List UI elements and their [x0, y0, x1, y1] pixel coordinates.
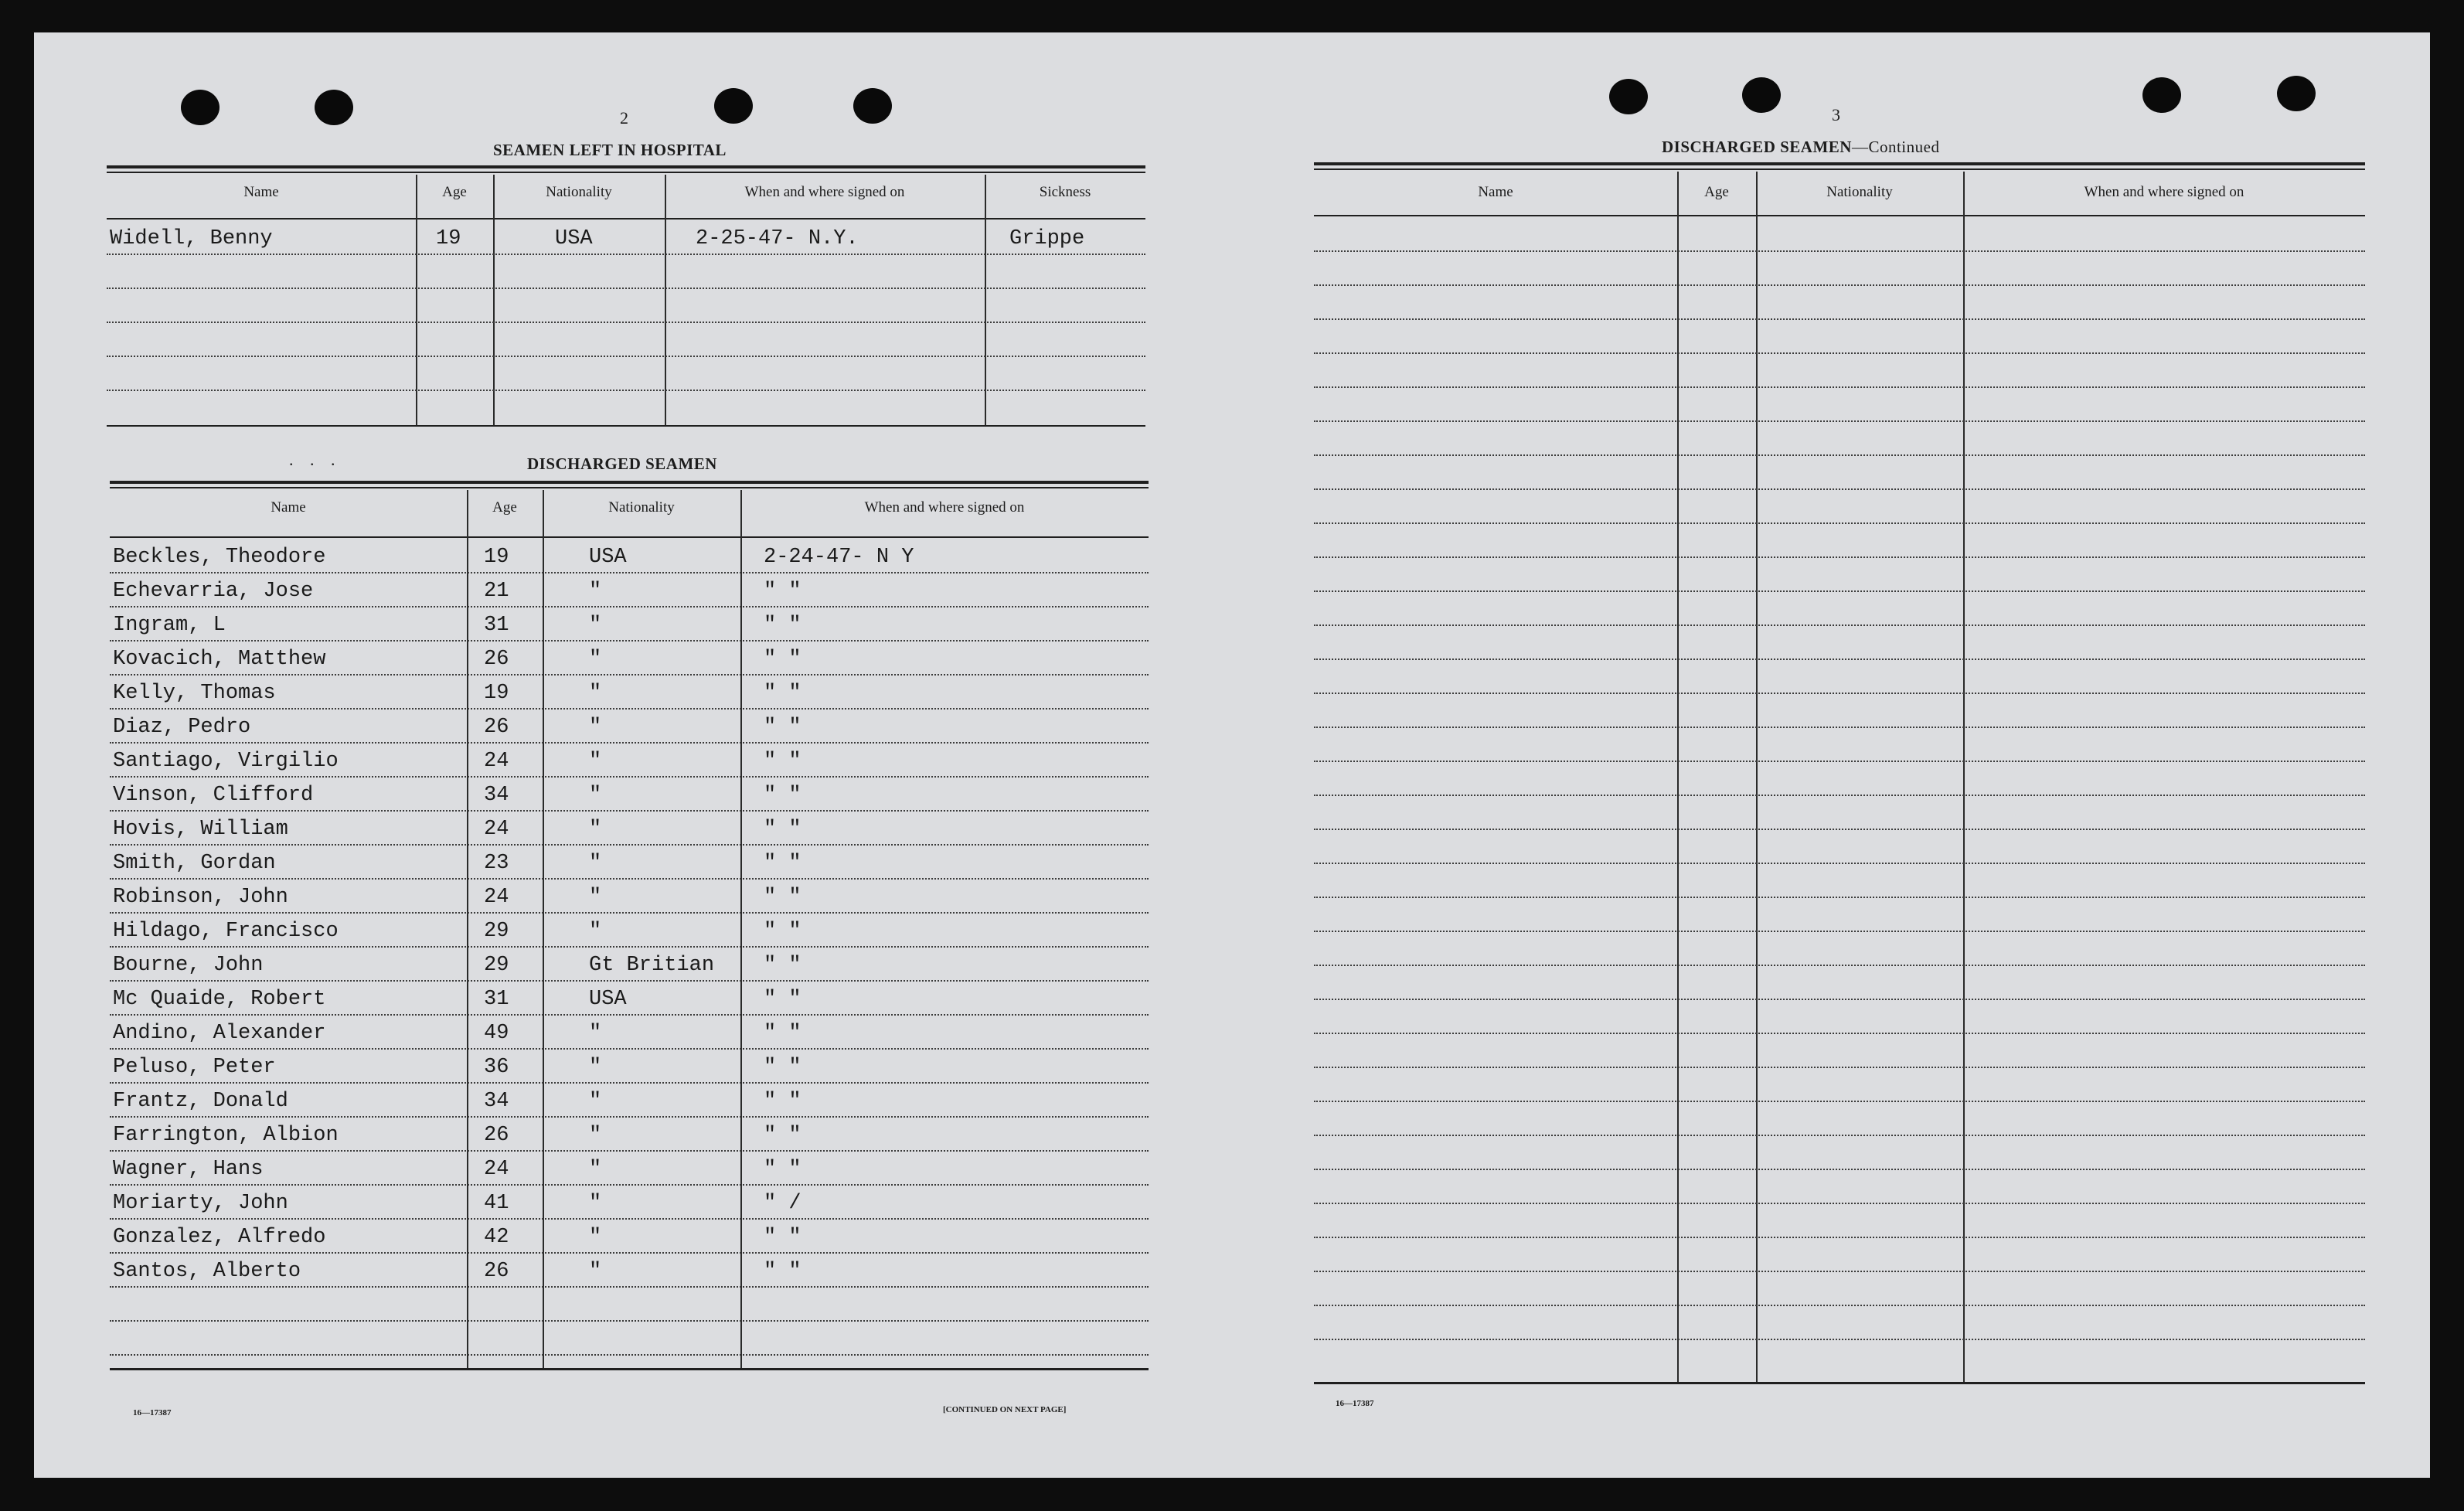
column-header-when-and-where-signed-on: When and where signed on: [2084, 184, 2244, 200]
ruled-line: [1314, 250, 2365, 252]
cell-signed-on: " ": [764, 988, 801, 1011]
cell-signed-on: " ": [764, 1226, 801, 1249]
page-number-left: 2: [620, 108, 628, 128]
cell-age: 19: [484, 682, 509, 705]
ruled-line: [110, 1218, 1149, 1220]
cell-nationality: ": [589, 614, 602, 637]
hospital-top-rule: [107, 165, 1145, 168]
cell-age: 24: [484, 750, 509, 773]
ruled-line: [110, 1150, 1149, 1152]
cell-age: 19: [484, 546, 509, 569]
ruled-line: [1314, 1169, 2365, 1170]
column-header-age: Age: [492, 499, 517, 516]
cell-nationality: ": [589, 1192, 602, 1215]
punch-hole: [181, 90, 220, 125]
cell-signed-on: " ": [764, 1124, 801, 1147]
ruled-line: [110, 844, 1149, 846]
discharged-bottom-rule: [110, 1368, 1149, 1370]
ruled-line: [110, 1320, 1149, 1322]
cell-nationality: ": [589, 716, 602, 739]
column-divider: [467, 490, 468, 1368]
cell-signed-on: 2-25-47- N.Y.: [696, 227, 859, 250]
cell-name: Kelly, Thomas: [113, 682, 276, 705]
cell-nationality: ": [589, 920, 602, 943]
column-header-when-and-where-signed-on: When and where signed on: [744, 184, 905, 200]
right-top-rule: [1314, 168, 2365, 170]
cell-signed-on: " ": [764, 1260, 801, 1283]
ruled-line: [110, 1014, 1149, 1016]
ruled-line: [110, 742, 1149, 744]
ruled-line: [110, 946, 1149, 948]
ruled-line: [1314, 522, 2365, 524]
cell-signed-on: " ": [764, 954, 801, 977]
ruled-line: [1314, 1237, 2365, 1238]
cell-signed-on: " ": [764, 614, 801, 637]
cell-nationality: USA: [555, 227, 593, 250]
cell-signed-on: " ": [764, 818, 801, 841]
cell-signed-on: 2-24-47- N Y: [764, 546, 914, 569]
cell-nationality: ": [589, 750, 602, 773]
ruled-line: [1314, 1135, 2365, 1136]
cell-signed-on: " ": [764, 1158, 801, 1181]
ruled-line: [1314, 863, 2365, 864]
ruled-line: [1314, 1305, 2365, 1306]
ruled-line: [110, 810, 1149, 812]
cell-signed-on: " ": [764, 1022, 801, 1045]
ruled-line: [110, 708, 1149, 710]
discharged-section-title: DISCHARGED SEAMEN: [527, 454, 717, 473]
punch-hole: [1609, 79, 1648, 114]
cell-name: Santiago, Virgilio: [113, 750, 339, 773]
cell-age: 34: [484, 1090, 509, 1113]
ruled-line: [110, 980, 1149, 982]
cell-age: 26: [484, 648, 509, 671]
ruled-line: [107, 390, 1145, 391]
column-divider: [985, 175, 986, 425]
ruled-line: [1314, 761, 2365, 762]
ruled-line: [1314, 829, 2365, 830]
cell-nationality: ": [589, 648, 602, 671]
cell-name: Gonzalez, Alfredo: [113, 1226, 326, 1249]
ruled-line: [1314, 352, 2365, 354]
column-header-when-and-where-signed-on: When and where signed on: [864, 499, 1025, 516]
continued-section-title: [1662, 138, 1939, 157]
cell-age: 26: [484, 1260, 509, 1283]
cell-name: Farrington, Albion: [113, 1124, 339, 1147]
cell-nationality: ": [589, 682, 602, 705]
cell-signed-on: " ": [764, 784, 801, 807]
cell-age: 42: [484, 1226, 509, 1249]
ruled-line: [1314, 318, 2365, 320]
hospital-top-rule: [107, 172, 1145, 173]
cell-name: Hildago, Francisco: [113, 920, 339, 943]
cell-age: 31: [484, 988, 509, 1011]
ruled-line: [110, 1116, 1149, 1118]
ruled-line: [110, 1048, 1149, 1050]
ruled-line: [1314, 1271, 2365, 1272]
cell-name: Peluso, Peter: [113, 1056, 276, 1079]
ruled-line: [1314, 897, 2365, 898]
ruled-line: [1314, 1101, 2365, 1102]
ruled-line: [1314, 284, 2365, 286]
ruled-line: [1314, 1339, 2365, 1340]
hospital-header-rule: [107, 218, 1145, 220]
cell-signed-on: " /: [764, 1192, 801, 1215]
ruled-line: [1314, 1067, 2365, 1068]
ruled-line: [107, 322, 1145, 323]
ruled-line: [1314, 624, 2365, 626]
ruled-line: [110, 606, 1149, 607]
right-header-rule: [1314, 215, 2365, 216]
cell-age: 29: [484, 954, 509, 977]
column-header-nationality: Nationality: [608, 499, 675, 516]
ruled-line: [1314, 1033, 2365, 1034]
cell-age: 29: [484, 920, 509, 943]
cell-name: Kovacich, Matthew: [113, 648, 326, 671]
cell-nationality: ": [589, 1090, 602, 1113]
punch-hole: [714, 88, 753, 124]
form-number-right: 16—17387: [1336, 1399, 1374, 1408]
ruled-line: [1314, 1203, 2365, 1204]
cell-nationality: ": [589, 886, 602, 909]
column-header-name: Name: [271, 499, 306, 516]
cell-signed-on: " ": [764, 1090, 801, 1113]
ruled-line: [110, 912, 1149, 914]
ruled-line: [110, 640, 1149, 641]
cell-signed-on: " ": [764, 852, 801, 875]
punch-hole: [1742, 77, 1781, 113]
cell-name: Bourne, John: [113, 954, 264, 977]
cell-name: Robinson, John: [113, 886, 288, 909]
page-number-right: 3: [1832, 105, 1840, 124]
cell-age: 49: [484, 1022, 509, 1045]
cell-age: 36: [484, 1056, 509, 1079]
cell-nationality: USA: [589, 988, 627, 1011]
cell-age: 26: [484, 1124, 509, 1147]
ruled-line: [1314, 965, 2365, 966]
cell-age: 41: [484, 1192, 509, 1215]
hospital-bottom-rule: [107, 425, 1145, 427]
cell-signed-on: " ": [764, 886, 801, 909]
cell-name: Moriarty, John: [113, 1192, 288, 1215]
cell-signed-on: " ": [764, 920, 801, 943]
cell-nationality: ": [589, 1022, 602, 1045]
cell-nationality: ": [589, 818, 602, 841]
cell-name: Widell, Benny: [110, 227, 273, 250]
right-bottom-rule: [1314, 1382, 2365, 1384]
cell-age: 24: [484, 886, 509, 909]
cell-signed-on: " ": [764, 682, 801, 705]
cell-age: 34: [484, 784, 509, 807]
ruled-line: [110, 674, 1149, 676]
ruled-line: [110, 1082, 1149, 1084]
ruled-line: [110, 1184, 1149, 1186]
right-top-rule: [1314, 162, 2365, 165]
cell-name: Hovis, William: [113, 818, 288, 841]
cell-nationality: ": [589, 1158, 602, 1181]
cell-nationality: USA: [589, 546, 627, 569]
cell-age: 23: [484, 852, 509, 875]
hospital-section-title: SEAMEN LEFT IN HOSPITAL: [493, 141, 727, 159]
cell-name: Wagner, Hans: [113, 1158, 264, 1181]
punch-hole: [2277, 76, 2316, 111]
ruled-line: [110, 776, 1149, 778]
ruled-line: [1314, 795, 2365, 796]
cell-age: 21: [484, 580, 509, 603]
cell-age: 24: [484, 818, 509, 841]
column-header-age: Age: [442, 184, 467, 200]
cell-nationality: ": [589, 852, 602, 875]
ruled-line: [110, 878, 1149, 880]
cell-name: Beckles, Theodore: [113, 546, 326, 569]
ruled-line: [1314, 488, 2365, 490]
continued-title-main: DISCHARGED SEAMEN: [1662, 138, 1852, 156]
ruled-line: [110, 1286, 1149, 1288]
ruled-line: [1314, 659, 2365, 660]
section-marker: . . .: [289, 450, 342, 469]
cell-name: Vinson, Clifford: [113, 784, 314, 807]
column-divider: [493, 175, 495, 425]
cell-nationality: ": [589, 1260, 602, 1283]
ruled-line: [1314, 420, 2365, 422]
column-header-age: Age: [1704, 184, 1729, 200]
punch-hole: [2142, 77, 2181, 113]
cell-nationality: ": [589, 580, 602, 603]
ruled-line: [1314, 590, 2365, 592]
column-header-name: Name: [243, 184, 279, 200]
column-divider: [665, 175, 666, 425]
punch-hole: [315, 90, 353, 125]
ruled-line: [107, 254, 1145, 255]
column-divider: [416, 175, 417, 425]
ruled-line: [1314, 999, 2365, 1000]
cell-name: Echevarria, Jose: [113, 580, 314, 603]
ruled-line: [107, 356, 1145, 357]
cell-nationality: ": [589, 1056, 602, 1079]
cell-signed-on: " ": [764, 648, 801, 671]
column-header-nationality: Nationality: [546, 184, 612, 200]
cell-name: Frantz, Donald: [113, 1090, 288, 1113]
cell-name: Smith, Gordan: [113, 852, 276, 875]
cell-age: 31: [484, 614, 509, 637]
ruled-line: [1314, 693, 2365, 694]
column-divider: [740, 490, 742, 1368]
ruled-line: [110, 1354, 1149, 1356]
continued-title-suffix: —Continued: [1851, 138, 1940, 156]
ruled-line: [1314, 727, 2365, 728]
cell-nationality: ": [589, 784, 602, 807]
cell-name: Andino, Alexander: [113, 1022, 326, 1045]
cell-nationality: ": [589, 1124, 602, 1147]
column-header-sickness: Sickness: [1039, 184, 1091, 200]
form-number-left: 16—17387: [133, 1408, 172, 1417]
cell-nationality: Gt Britian: [589, 954, 715, 977]
discharged-header-rule: [110, 536, 1149, 538]
column-divider: [543, 490, 544, 1368]
column-header-nationality: Nationality: [1826, 184, 1893, 200]
cell-name: Ingram, L: [113, 614, 226, 637]
ruled-line: [1314, 931, 2365, 932]
ruled-line: [110, 1252, 1149, 1254]
cell-sickness: Grippe: [1009, 227, 1085, 250]
cell-signed-on: " ": [764, 750, 801, 773]
column-header-name: Name: [1478, 184, 1513, 200]
continued-note: [CONTINUED ON NEXT PAGE]: [943, 1405, 1067, 1414]
ruled-line: [1314, 556, 2365, 558]
punch-hole: [853, 88, 892, 124]
cell-name: Diaz, Pedro: [113, 716, 251, 739]
cell-age: 24: [484, 1158, 509, 1181]
ruled-line: [107, 288, 1145, 289]
cell-signed-on: " ": [764, 1056, 801, 1079]
document-sheet: [34, 32, 2430, 1478]
discharged-top-rule: [110, 481, 1149, 484]
cell-age: 26: [484, 716, 509, 739]
cell-nationality: ": [589, 1226, 602, 1249]
cell-signed-on: " ": [764, 580, 801, 603]
cell-name: Mc Quaide, Robert: [113, 988, 326, 1011]
ruled-line: [110, 572, 1149, 573]
discharged-top-rule: [110, 487, 1149, 488]
cell-age: 19: [436, 227, 461, 250]
ruled-line: [1314, 386, 2365, 388]
ruled-line: [1314, 454, 2365, 456]
cell-signed-on: " ": [764, 716, 801, 739]
cell-name: Santos, Alberto: [113, 1260, 301, 1283]
